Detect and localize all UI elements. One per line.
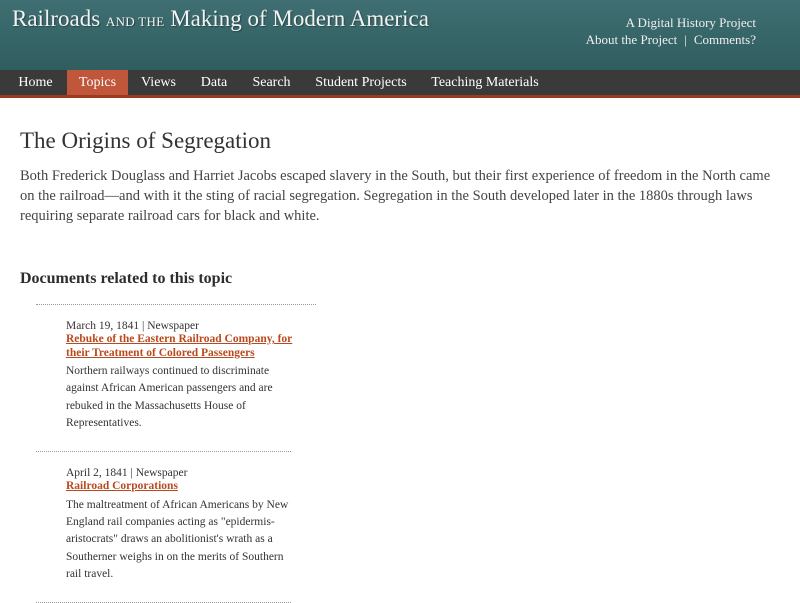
document-link[interactable]: Rebuke of the Eastern Railroad Company, for their Treatment of Colored Passengers bbox=[66, 333, 293, 359]
link-separator: | bbox=[684, 32, 687, 47]
site-title[interactable] bbox=[12, 6, 429, 32]
nav-search[interactable]: Search bbox=[252, 75, 291, 90]
site-title-small: AND THE bbox=[105, 14, 165, 29]
nav-views[interactable]: Views bbox=[141, 75, 176, 90]
site-title-part1: Railroads bbox=[12, 6, 101, 31]
intro-text: Both Frederick Douglass and Harriet Jacobs escaped slavery in the South, but their first experience of freedom in the North came on the railroad—and with it the sting of racial segregation. Segregation in the South developed later in the 1880s through laws requiring separate railroad cars for black and white. bbox=[20, 168, 771, 224]
site-header bbox=[0, 0, 800, 70]
document-link[interactable]: Railroad Corporations bbox=[66, 480, 178, 493]
header-links bbox=[586, 32, 756, 48]
document-meta: April 2, 1841 | Newspaper bbox=[66, 467, 188, 480]
nav-topics[interactable]: Topics bbox=[67, 70, 128, 95]
document-item bbox=[36, 452, 316, 583]
nav-data[interactable]: Data bbox=[200, 75, 228, 90]
comments-link[interactable]: Comments? bbox=[693, 32, 756, 47]
main-nav bbox=[0, 70, 800, 98]
site-title-part2: Making of Modern America bbox=[170, 6, 429, 31]
nav-home[interactable]: Home bbox=[18, 75, 53, 90]
nav-student-projects[interactable]: Student Projects bbox=[315, 75, 407, 90]
document-list bbox=[36, 304, 316, 603]
document-meta: March 19, 1841 | Newspaper bbox=[66, 320, 199, 332]
document-description: The maltreatment of African Americans by New England rail companies acting as "epidermis-aristocrats" draws an abolitionist's wrath as a Southerner weighs in on the merits of Southern rail travel. bbox=[66, 498, 289, 580]
main-content bbox=[20, 128, 780, 288]
document-item bbox=[36, 305, 316, 432]
page-title: The Origins of Segregation bbox=[20, 128, 272, 153]
nav-teaching-materials[interactable]: Teaching Materials bbox=[431, 75, 539, 90]
document-description: Northern railways continued to discriminate against African American passengers and are rebuked in the Massachusetts House of Representatives. bbox=[66, 365, 273, 429]
tagline: A Digital History Project bbox=[625, 15, 756, 30]
documents-heading: Documents related to this topic bbox=[20, 270, 233, 287]
about-link[interactable]: About the Project bbox=[585, 32, 678, 47]
